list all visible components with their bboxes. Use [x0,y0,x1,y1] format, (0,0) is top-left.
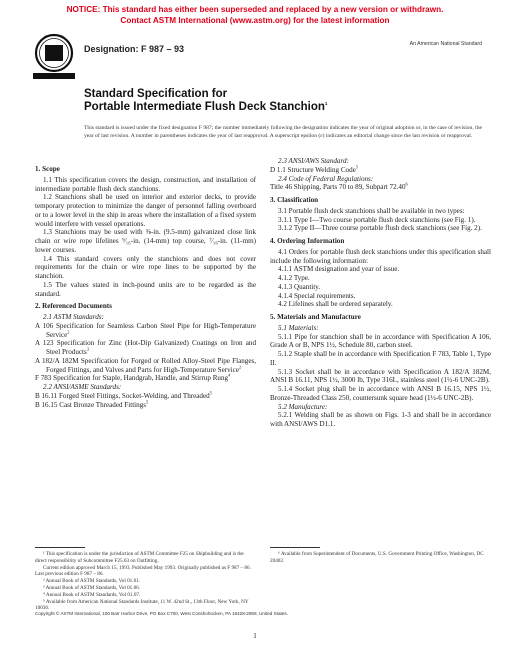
notice-line-1: NOTICE: This standard has either been superseded and replaced by a new version or withdrawn. [66,5,444,14]
footnote: ⁶ Available from Superintendent of Documents, U.S. Government Printing Office, Washington, DC 20402. [270,551,484,564]
para-1-3: 1.3 Stanchions may be used with ⅜-in. (9.5-mm) galvanized close link chain or wire rope lifelines ⁹⁄₁₆-in. (14-mm) top course, ⁷⁄₁₆-in. (11-mm) lower courses. [35,228,256,254]
para-3-1: 3.1 Portable flush deck stanchions shall be available in two types: [278,206,465,215]
para-2-4: 2.4 Code of Federal Regulations: [278,174,374,183]
para-2-2: 2.2 ANSI/ASME Standards: [43,383,122,391]
footnotes-right [270,551,491,565]
section-heading-referenced-documents: 2. Referenced Documents [35,302,112,311]
section-heading-ordering-information: 4. Ordering Information [270,237,345,245]
para-2-3: 2.3 ANSI/AWS Standard: [278,157,349,165]
para-4-1-2: 4.1.2 Type. [278,274,310,282]
footnote: ³ Annual Book of ASTM Standards, Vol 01.06. [43,584,141,591]
para-4-1-4: 4.1.4 Special requirements. [278,291,356,300]
para-5-1-1: 5.1.1 Pipe for stanchion shall be in accordance with Specification A 106, Grade A or B, NPS 1½, Schedule 80, carbon steel. [270,332,491,350]
left-column [35,161,256,409]
para-5-1: 5.1 Materials: [278,323,319,332]
reference-a123: A 123 Specification for Zinc (Hot-Dip Galvanized) Coatings on Iron and Steel Products$^3$ [35,339,256,356]
footnotes-left [35,551,256,612]
right-column [270,157,491,429]
para-5-2: 5.2 Manufacture: [278,402,328,411]
reference-b16-15: B 16.15 Cast Bronze Threaded Fittings$^5$ [35,399,149,409]
para-4-1-3: 4.1.3 Quantity. [278,282,321,291]
section-heading-materials-and-manufacture: 5. Materials and Manufacture [270,313,361,321]
para-2-1: 2.1 ASTM Standards: [43,313,104,321]
para-5-1-4: 5.1.4 Socket plug shall be in accordance with ANSI B 16.15, NPS 1½, Bronze-Threaded Class 250, countersunk square head (1½-6 UNC-2B). [270,385,491,402]
reference-f783: F 783 Specification for Staple, Handgrab, Handle, and Stirrup Rung$^4$ [35,372,231,383]
withdrawn-notice [0,4,510,26]
para-1-5: 1.5 The values stated in inch-pound units are to be regarded as the standard. [35,280,256,298]
para-3-1-2: 3.1.2 Type II—Three course portable flush deck stanchions (see Fig. 2). [278,224,482,233]
footnote-rule-right [270,547,320,548]
para-4-1: 4.1 Orders for portable flush deck stanchions under this specification shall include the following information: [270,247,491,265]
reference-d1-1: D 1.1 Structure Welding Code$^5$ [270,164,359,174]
section-heading-scope: 1. Scope [35,165,60,173]
reference-a182: A 182/A 182M Specification for Forged or Rolled Alloy-Steel Pipe Flanges, Forged Fittings, and Valves and Parts for High-Temperature Service$^2$ [35,356,256,374]
reference-a106: A 106 Specification for Seamless Carbon Steel Pipe for High-Temperature Service$^2$ [35,321,256,339]
para-3-1-1: 3.1.1 Type I—Two course portable flush deck stanchions (see Fig. 1). [278,215,476,224]
title-footnote-ref: 1 [324,101,328,107]
para-5-1-3: 5.1.3 Socket shall be in accordance with Specification A 182/A 182M, ANSI B 16.11, NPS 1½, 3000 lb, Type 316L, stainless steel (1½-6 UNC-2B). [270,367,491,385]
reference-b16-11: B 16.11 Forged Steel Fittings, Socket-Welding, and Threaded$^5$ [35,390,212,400]
designation: Designation: F 987 – 93 [84,44,185,54]
para-1-2: 1.2 Stanchions shall be used on interior and exterior decks, to provide temporary protection to minimize the danger of personnel falling overboard or to a lower level in the ship in areas where the installation of a fixed system would interfere with vessel operations. [35,193,256,228]
para-4-1-1: 4.1.1 ASTM designation and year of issue. [278,265,400,274]
standard-intro-note: This standard is issued under the fixed designation F 987; the number immediately following the designation indicates the year of original adoption or, in the case of revision, the year of last revision. A number in parentheses indicates the year of last reapproval. A superscript epsilon (ε) indicates an editorial change since the last revision or reapproval. [84,125,482,139]
document-title [84,88,327,114]
footnote: ⁵ Available from American National Standards Institute, 11 W. 42nd St., 13th Floor, New York, NY 10036. [35,598,249,612]
reference-title-46: Title 46 Shipping, Parts 70 to 89, Subpart 72.40$^6$ [270,181,408,192]
notice-line-2: Contact ASTM International (www.astm.org) for the latest information [120,16,390,25]
footnote-rule-left [35,547,85,548]
page-number: 1 [253,632,257,640]
copyright-line: Copyright © ASTM International, 100 Barr Harbor Drive, PO Box C700, West Conshohocken, PA 19428-2959, United States. [35,611,288,616]
astm-logo-icon [33,33,75,81]
para-4-2: 4.2 Lifelines shall be ordered separately. [278,300,393,309]
american-national-standard-label: An American National Standard [409,41,482,47]
footnote: Current edition approved March 15, 1993. Published May 1993. Originally published as F 987 – 86. Last previous edition F 987 – 86. [35,564,251,578]
footnote: ⁴ Annual Book of ASTM Standards, Vol 01.07. [43,591,141,598]
para-5-1-2: 5.1.2 Staple shall be in accordance with Specification F 783, Table 1, Type II. [270,350,491,367]
footnote: ¹ This specification is under the jurisdiction of ASTM Committee F25 on Shipbuilding and is the direct responsibility of Subcommittee F25.03 on Outfitting. [35,551,244,564]
section-heading-classification: 3. Classification [270,196,319,204]
title-line-1: Standard Specification for [84,88,228,100]
footnote: ² Annual Book of ASTM Standards, Vol 01.01. [43,578,141,585]
para-5-2-1: 5.2.1 Welding shall be as shown on Figs. 1-3 and shall be in accordance with ANSI/AWS D1.1. [270,411,491,428]
para-1-4: 1.4 This standard covers only the stanchions and does not cover requirements for the chain or wire rope lines to be supported by the stanchion. [35,254,256,280]
title-line-2: Portable Intermediate Flush Deck Stanchion [84,101,325,113]
para-1-1: 1.1 This specification covers the design, construction, and installation of intermediate portable flush deck stanchions. [35,175,256,193]
